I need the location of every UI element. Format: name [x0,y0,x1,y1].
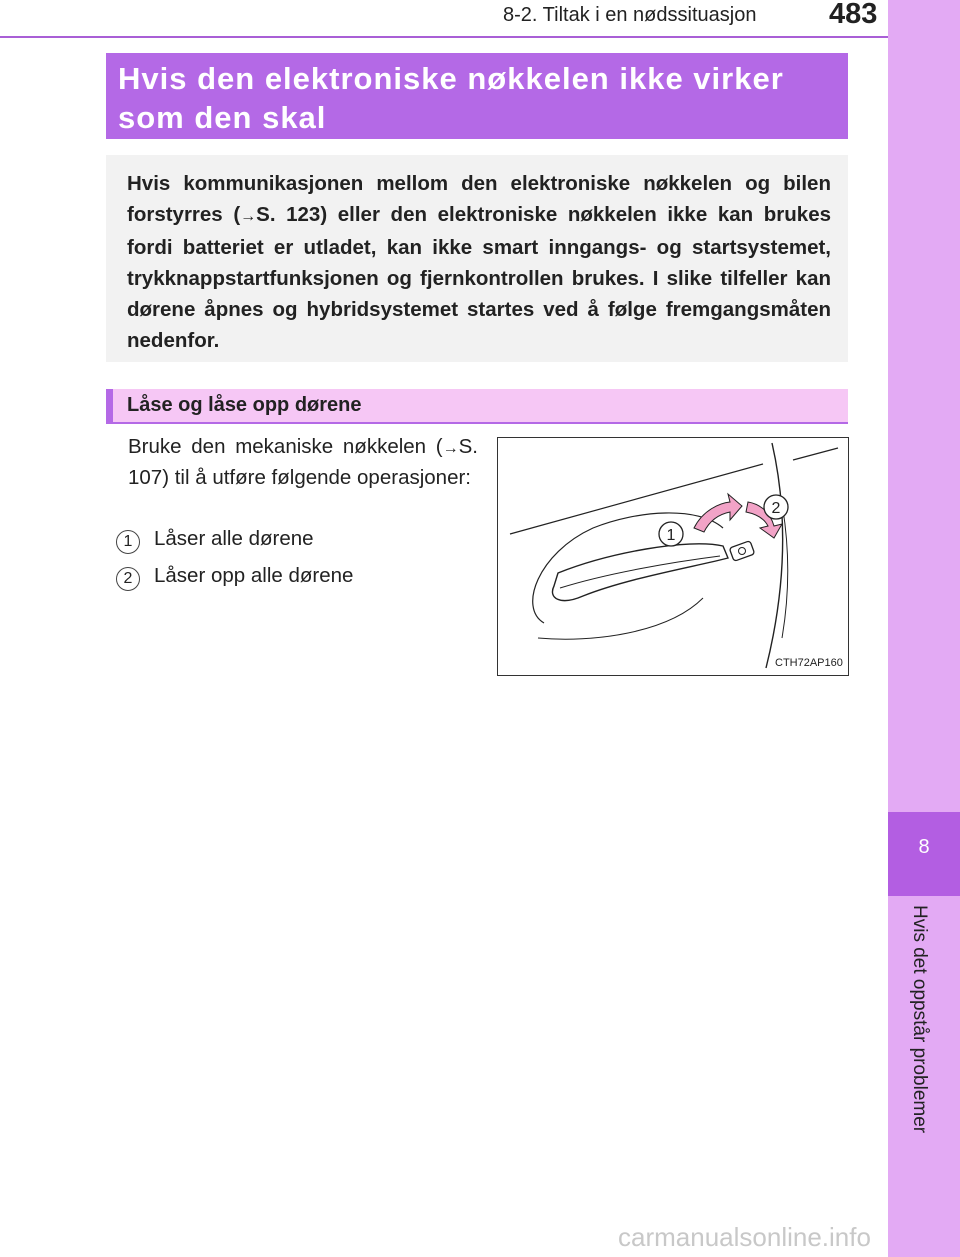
step-number-badge: 1 [116,530,140,554]
intro-box [106,155,848,362]
reference-arrow-icon: → [240,208,257,225]
step-text: Låser opp alle dørene [154,564,354,587]
subsection-heading-marker [106,389,113,423]
subsection-heading-box [106,389,848,423]
lock-arrow-icon [694,494,742,532]
subsection-heading: Låse og låse opp dørene [127,394,362,416]
chapter-title: Hvis det oppstår problemer [909,905,930,1134]
door-handle [552,544,728,601]
intro-text-part1: Hvis kommunikasjonen mellom den elektroniske nøkkelen og bilen forstyrres ( [127,172,831,226]
reference-arrow-icon: → [442,440,459,457]
key-cylinder [729,541,754,562]
door-upper-line-right [793,448,838,460]
door-handle-illustration [497,437,849,676]
section-title-box [106,53,848,139]
handle-recess-lower [538,598,703,639]
page-number: 483 [829,0,878,30]
subsection-body [128,432,478,492]
intro-paragraph [127,168,831,356]
intro-text-part2: S. 123) eller den elektroniske nøkkelen ikke kan brukes fordi batteriet er utladet, kan ikke smart inngangs- og startsystemet, trykknappstartfunksjonen og fjernkontrollen brukes. I slike tilfeller kan dørene åpnes og hybridsystemet startes ved å følge fremgangsmåten nedenfor. [127,203,831,352]
subsection-divider [106,422,848,424]
step-number-badge: 2 [116,567,140,591]
footer-watermark: carmanualsonline.info [618,1222,871,1252]
body-text-part2: S. 107) til å utføre følgende operasjoner: [128,435,478,489]
door-edge [766,443,783,668]
section-title: Hvis den elektroniske nøkkelen ikke virker som den skal [118,61,784,135]
header-section-title: 8-2. Tiltak i en nødssituasjon [503,4,757,26]
figure-code: CTH72AP160 [775,657,843,669]
body-text-part1: Bruke den mekaniske nøkkelen ( [128,435,443,458]
step-text: Låser alle dørene [154,527,314,550]
header-divider [0,36,888,38]
callout-2-label: 2 [771,500,781,517]
callout-1-label: 1 [666,527,676,544]
door-handle-drawing [498,438,848,675]
chapter-number: 8 [918,836,930,858]
door-upper-line [510,464,763,534]
